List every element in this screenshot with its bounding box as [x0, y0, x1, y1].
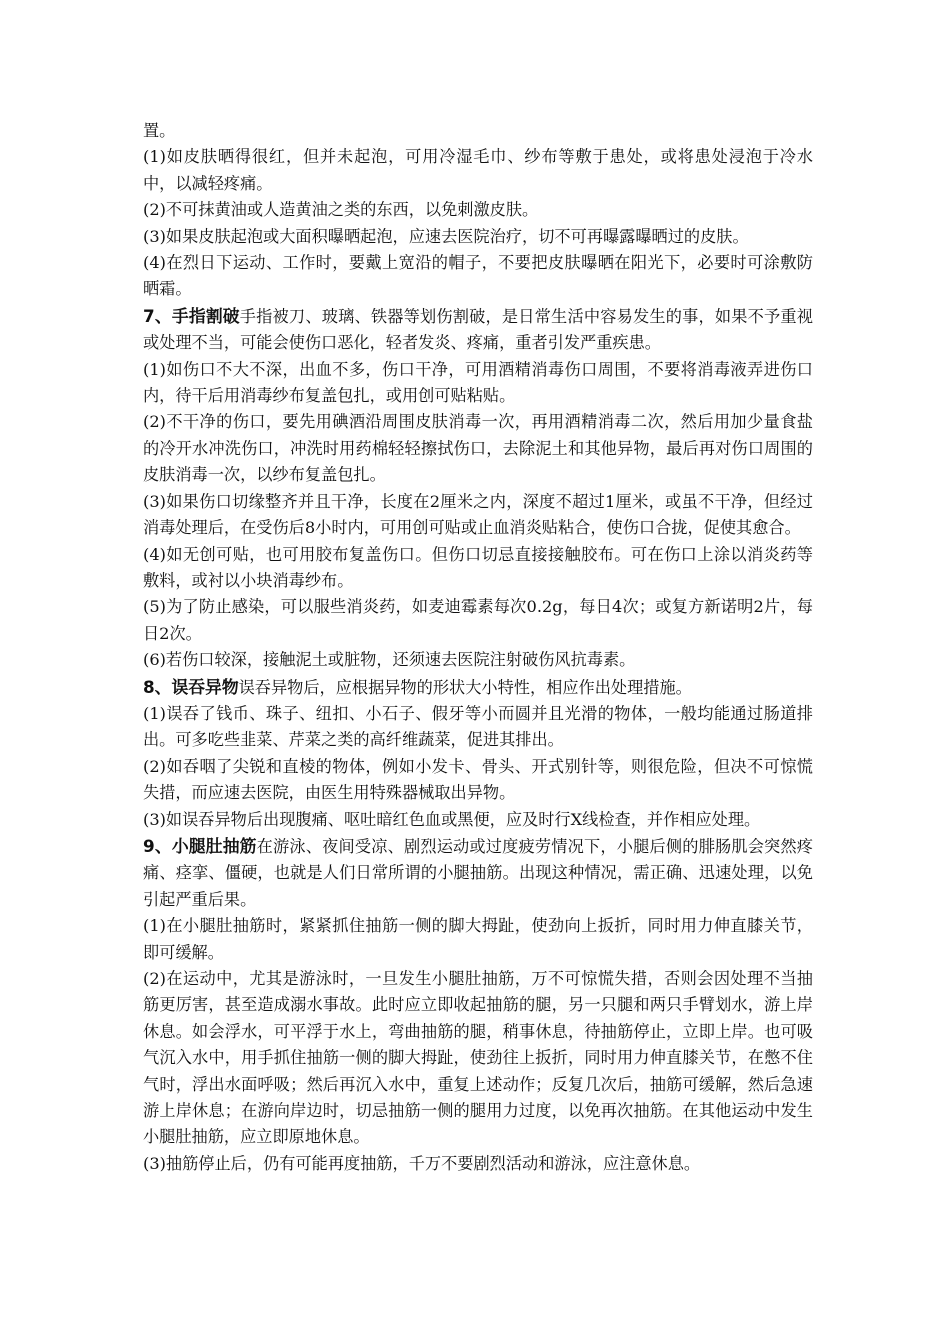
- body-paragraph: (1)如皮肤晒得很红，但并未起泡，可用冷湿毛巾、纱布等敷于患处，或将患处浸泡于冷水中，以减轻疼痛。: [143, 147, 813, 193]
- section-number: 7、: [143, 305, 172, 326]
- section-heading-paragraph: [143, 833, 813, 913]
- section-intro-text: 在游泳、夜间受凉、剧烈运动或过度疲劳情况下，小腿后侧的腓肠肌会突然疼痛、痉挛、僵硬，也就是人们日常所谓的小腿抽筋。出现这种情况，需正确、迅速处理，以免引起严重后果。: [143, 836, 813, 909]
- section-intro-text: 误吞异物后，应根据异物的形状大小特性，相应作出处理措施。: [238, 677, 692, 697]
- section-title: 手指割破: [171, 305, 240, 326]
- body-paragraph: (4)在烈日下运动、工作时，要戴上宽沿的帽子，不要把皮肤曝晒在阳光下，必要时可涂敷防晒霜。: [143, 253, 813, 299]
- body-paragraph: (4)如无创可贴，也可用胶布复盖伤口。但伤口切忌直接接触胶布。可在伤口上涂以消炎药等敷料，或衬以小块消毒纱布。: [143, 544, 813, 590]
- section-number: 8、: [143, 676, 172, 697]
- body-paragraph: (1)在小腿肚抽筋时，紧紧抓住抽筋一侧的脚大拇趾，使劲向上扳折，同时用力伸直膝关节，即可缓解。: [143, 916, 813, 962]
- body-paragraph: (1)误吞了钱币、珠子、纽扣、小石子、假牙等小而圆并且光滑的物体，一般均能通过肠道排出。可多吃些韭菜、芹菜之类的高纤维蔬菜，促进其排出。: [143, 703, 813, 750]
- body-paragraph: (5)为了防止感染，可以服些消炎药，如麦迪霉素每次0.2g，每日4次；或复方新诺明2片，每日2次。: [143, 597, 813, 643]
- body-paragraph: (3)如果皮肤起泡或大面积曝晒起泡，应速去医院治疗，切不可再曝露曝晒过的皮肤。: [143, 226, 749, 246]
- body-paragraph: (1)如伤口不大不深，出血不多，伤口干净，可用酒精消毒伤口周围，不要将消毒液弄进伤口内，待干后用消毒纱布复盖包扎，或用创可贴粘贴。: [143, 359, 813, 406]
- body-paragraph: (3)如误吞异物后出现腹痛、呕吐暗红色血或黑便，应及时行X线检查，并作相应处理。: [143, 809, 761, 829]
- section-intro-text: 手指被刀、玻璃、铁器等划伤割破，是日常生活中容易发生的事，如果不予重视或处理不当，可能会使伤口恶化，轻者发炎、疼痛，重者引发严重疾患。: [143, 306, 813, 353]
- section-title: 误吞异物: [171, 676, 239, 697]
- section-heading-paragraph: [143, 303, 813, 357]
- body-paragraph: (2)不可抹黄油或人造黄油之类的东西，以免刺激皮肤。: [143, 200, 539, 220]
- body-paragraph: (3)抽筋停止后，仍有可能再度抽筋，千万不要剧烈活动和游泳，应注意休息。: [143, 1153, 701, 1173]
- body-paragraph: 置。: [143, 121, 176, 140]
- body-paragraph: (3)如果伤口切缘整齐并且干净，长度在2厘米之内，深度不超过1厘米，或虽不干净，但经过消毒处理后，在受伤后8小时内，可用创可贴或止血消炎贴粘合，使伤口合拢，促使其愈合。: [143, 491, 813, 538]
- section-number: 9、: [143, 835, 172, 856]
- section-heading-paragraph: [143, 674, 813, 701]
- body-paragraph: (2)在运动中，尤其是游泳时，一旦发生小腿肚抽筋，万不可惊慌失措，否则会因处理不当抽筋更厉害，甚至造成溺水事故。此时应立即收起抽筋的腿，另一只腿和两只手臂划水，游上岸休息。如会浮水，可平浮于水上，弯曲抽筋的腿，稍事休息，待抽筋停止，立即上岸。也可吸气沉入水中，用手抓住抽筋一侧的脚大拇趾，使劲往上扳折，同时用力伸直膝关节，在憋不住气时，浮出水面呼吸；然后再沉入水中，重复上述动作；反复几次后，抽筋可缓解，然后急速游上岸休息；在游向岸边时，切忌抽筋一侧的腿用力过度，以免再次抽筋。在其他运动中发生小腿肚抽筋，应立即原地休息。: [143, 969, 813, 1147]
- document-body: [143, 118, 813, 1177]
- section-title: 小腿肚抽筋: [171, 835, 257, 856]
- body-paragraph: (6)若伤口较深，接触泥土或脏物，还须速去医院注射破伤风抗毒素。: [143, 650, 636, 670]
- body-paragraph: (2)不干净的伤口，要先用碘酒沿周围皮肤消毒一次，再用酒精消毒二次，然后用加少量食盐的冷开水冲洗伤口，冲洗时用药棉轻轻擦拭伤口，去除泥土和其他异物，最后再对伤口周围的皮肤消毒一次，以纱布复盖包扎。: [143, 412, 813, 485]
- body-paragraph: (2)如吞咽了尖锐和直棱的物体，例如小发卡、骨头、开式别针等，则很危险，但决不可惊慌失措，而应速去医院，由医生用特殊器械取出异物。: [143, 756, 813, 803]
